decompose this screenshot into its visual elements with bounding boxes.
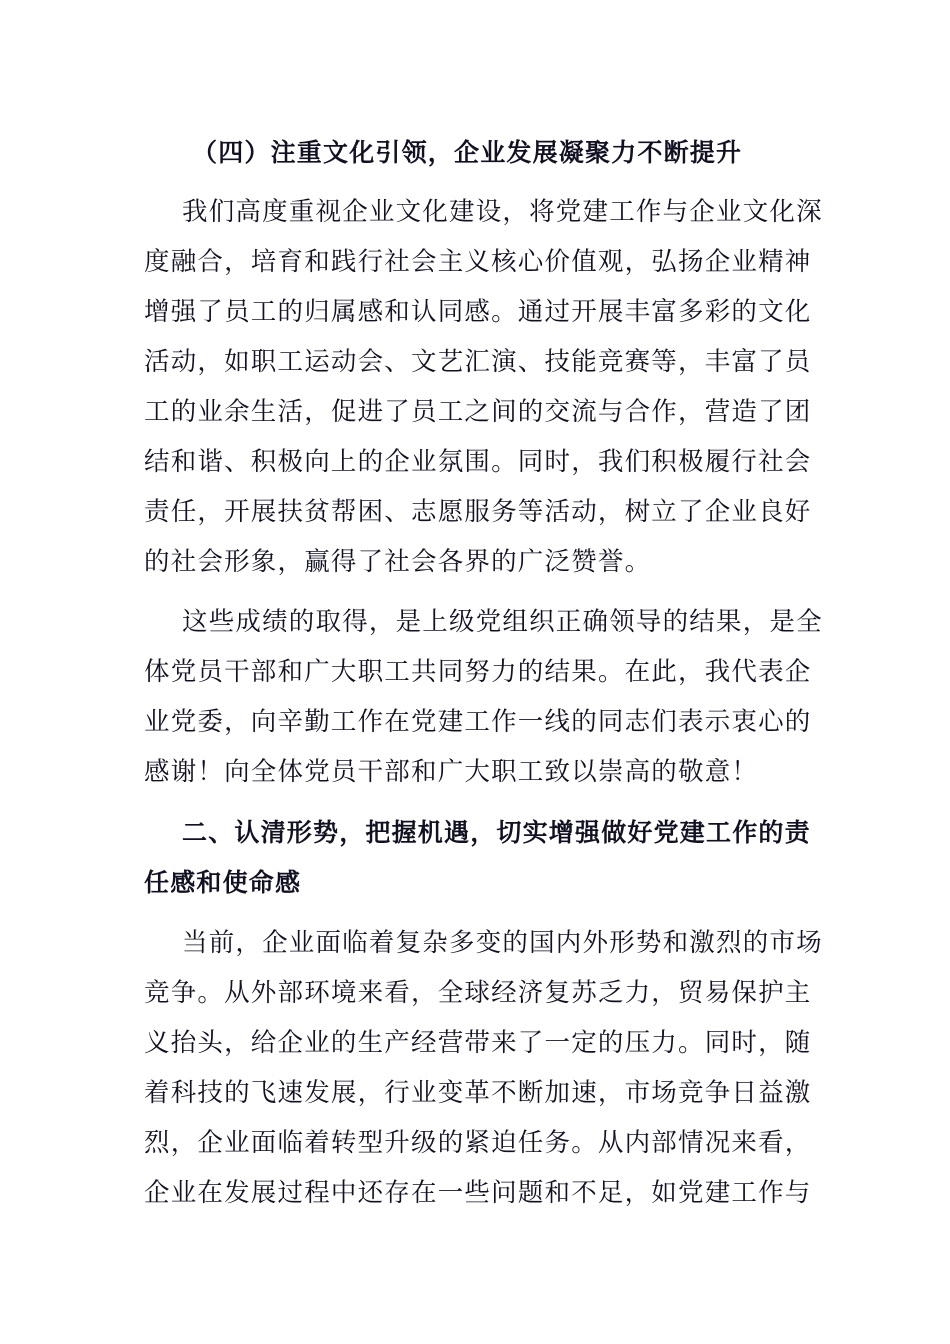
paragraph-line: 感谢！向全体党员干部和广大职工致以崇高的敬意！ [144,757,759,787]
paragraph-situation [144,918,823,1218]
paragraph-line: 这些成绩的取得，是上级党组织正确领导的结果，是全 [182,607,823,637]
paragraph-line: 度融合，培育和践行社会主义核心价值观，弘扬企业精神 [144,247,812,277]
paragraph-culture [144,187,823,587]
paragraph-line: 当前，企业面临着复杂多变的国内外形势和激烈的市场 [182,928,823,958]
paragraph-line: 企业在发展过程中还存在一些问题和不足，如党建工作与 [144,1178,812,1208]
paragraph-line: 义抬头，给企业的生产经营带来了一定的压力。同时，随 [144,1028,812,1058]
paragraph-thanks [144,597,823,797]
paragraph-line: 增强了员工的归属感和认同感。通过开展丰富多彩的文化 [144,297,812,327]
paragraph-line: 我们高度重视企业文化建设，将党建工作与企业文化深 [182,197,823,227]
heading-line: 任感和使命感 [144,868,302,897]
paragraph-line: 活动，如职工运动会、文艺汇演、技能竞赛等，丰富了员 [144,347,812,377]
paragraph-line: 竞争。从外部环境来看，全球经济复苏乏力，贸易保护主 [144,978,812,1008]
paragraph-line: 烈，企业面临着转型升级的紧迫任务。从内部情况来看， [144,1128,812,1158]
section-heading-situation [144,808,811,908]
paragraph-line: 结和谐、积极向上的企业氛围。同时，我们积极履行社会 [144,447,812,477]
heading-line: （四）注重文化引领，企业发展凝聚力不断提升 [192,138,743,167]
section-heading-culture [144,128,806,178]
paragraph-line: 工的业余生活，促进了员工之间的交流与合作，营造了团 [144,397,812,427]
paragraph-line: 的社会形象，赢得了社会各界的广泛赞誉。 [144,547,652,577]
paragraph-line: 体党员干部和广大职工共同努力的结果。在此，我代表企 [144,657,812,687]
paragraph-line: 责任，开展扶贫帮困、志愿服务等活动，树立了企业良好 [144,497,812,527]
paragraph-line: 着科技的飞速发展，行业变革不断加速，市场竞争日益激 [144,1078,812,1108]
heading-line: 二、认清形势，把握机遇，切实增强做好党建工作的责 [182,818,811,847]
paragraph-line: 业党委，向辛勤工作在党建工作一线的同志们表示衷心的 [144,707,812,737]
